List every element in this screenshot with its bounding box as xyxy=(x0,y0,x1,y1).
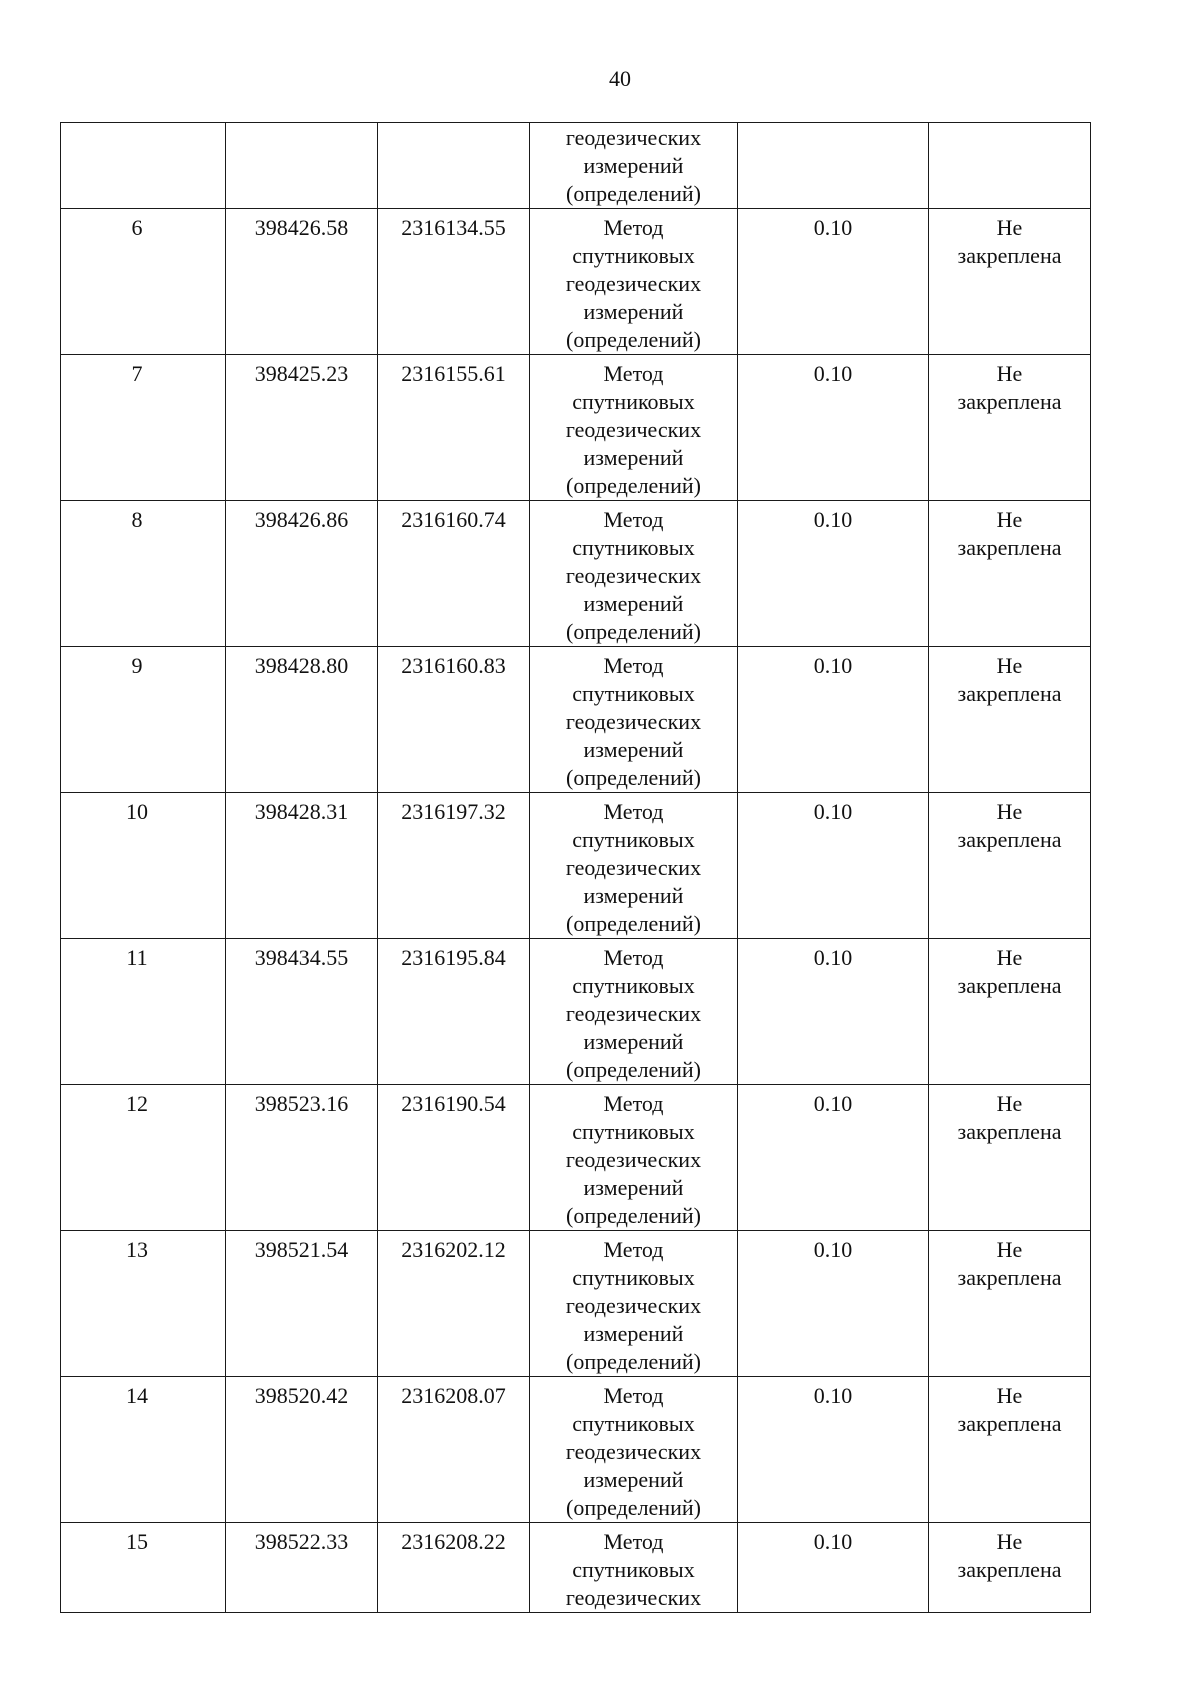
coordinates-table xyxy=(60,122,1091,1613)
fixing-line: Не xyxy=(996,361,1023,386)
fixing-line: закреплена xyxy=(957,243,1062,268)
accuracy-cell: 0.10 xyxy=(738,355,929,501)
y-coordinate-cell: 2316197.32 xyxy=(378,793,530,939)
fixing-line: Не xyxy=(996,653,1023,678)
method-line: (определений) xyxy=(566,473,701,498)
method-cell xyxy=(530,1231,738,1377)
method-line: спутниковых xyxy=(572,1119,695,1144)
point-number-cell: 15 xyxy=(61,1523,226,1613)
table-row xyxy=(61,647,1091,793)
method-line: (определений) xyxy=(566,911,701,936)
method-line: (определений) xyxy=(566,327,701,352)
fixing-line: закреплена xyxy=(957,535,1062,560)
fixing-line: Не xyxy=(996,215,1023,240)
method-line: спутниковых xyxy=(572,973,695,998)
method-line: спутниковых xyxy=(572,1265,695,1290)
accuracy-cell: 0.10 xyxy=(738,1085,929,1231)
fixing-line: Не xyxy=(996,507,1023,532)
fixing-line: Не xyxy=(996,1529,1023,1554)
point-number-cell: 9 xyxy=(61,647,226,793)
fixing-cell xyxy=(929,123,1091,209)
method-line: геодезических xyxy=(565,1585,702,1610)
y-coordinate-cell: 2316208.07 xyxy=(378,1377,530,1523)
method-line: геодезических xyxy=(565,271,702,296)
accuracy-cell: 0.10 xyxy=(738,501,929,647)
table-row xyxy=(61,501,1091,647)
accuracy-cell: 0.10 xyxy=(738,1523,929,1613)
fixing-line: Не xyxy=(996,945,1023,970)
method-line: измерений xyxy=(583,883,684,908)
method-line: (определений) xyxy=(566,1495,701,1520)
table-row xyxy=(61,1523,1091,1613)
method-line: спутниковых xyxy=(572,1411,695,1436)
fixing-line: закреплена xyxy=(957,973,1062,998)
fixing-cell xyxy=(929,1523,1091,1613)
fixing-line: Не xyxy=(996,1237,1023,1262)
method-line: геодезических xyxy=(565,125,702,150)
method-cell xyxy=(530,647,738,793)
method-cell xyxy=(530,209,738,355)
method-line: геодезических xyxy=(565,563,702,588)
fixing-line: закреплена xyxy=(957,681,1062,706)
method-line: Метод xyxy=(603,361,664,386)
method-line: (определений) xyxy=(566,1203,701,1228)
fixing-line: закреплена xyxy=(957,1119,1062,1144)
method-line: измерений xyxy=(583,1029,684,1054)
method-line: Метод xyxy=(603,1091,664,1116)
table-row-continuation xyxy=(61,123,1091,209)
method-line: геодезических xyxy=(565,855,702,880)
method-line: Метод xyxy=(603,215,664,240)
x-coordinate-cell: 398428.31 xyxy=(226,793,378,939)
method-cell xyxy=(530,1085,738,1231)
fixing-cell xyxy=(929,939,1091,1085)
point-number-cell: 12 xyxy=(61,1085,226,1231)
x-coordinate-cell: 398434.55 xyxy=(226,939,378,1085)
y-coordinate-cell: 2316160.83 xyxy=(378,647,530,793)
y-coordinate-cell: 2316202.12 xyxy=(378,1231,530,1377)
x-coordinate-cell xyxy=(226,123,378,209)
method-line: Метод xyxy=(603,1529,664,1554)
point-number-cell: 10 xyxy=(61,793,226,939)
y-coordinate-cell: 2316208.22 xyxy=(378,1523,530,1613)
point-number-cell: 13 xyxy=(61,1231,226,1377)
accuracy-cell: 0.10 xyxy=(738,209,929,355)
method-line: (определений) xyxy=(566,619,701,644)
point-number-cell: 8 xyxy=(61,501,226,647)
method-line: геодезических xyxy=(565,1001,702,1026)
method-line: Метод xyxy=(603,653,664,678)
accuracy-cell: 0.10 xyxy=(738,647,929,793)
method-line: измерений xyxy=(583,445,684,470)
table-row xyxy=(61,793,1091,939)
y-coordinate-cell: 2316160.74 xyxy=(378,501,530,647)
point-number-cell: 11 xyxy=(61,939,226,1085)
method-line: измерений xyxy=(583,299,684,324)
fixing-line: закреплена xyxy=(957,827,1062,852)
fixing-cell xyxy=(929,793,1091,939)
table-body xyxy=(61,123,1091,1613)
table-row xyxy=(61,1377,1091,1523)
fixing-cell xyxy=(929,647,1091,793)
method-line: геодезических xyxy=(565,1147,702,1172)
method-line: Метод xyxy=(603,1237,664,1262)
method-line: измерений xyxy=(583,1321,684,1346)
method-line: (определений) xyxy=(566,181,701,206)
method-line: спутниковых xyxy=(572,389,695,414)
method-line: геодезических xyxy=(565,1439,702,1464)
table-row xyxy=(61,939,1091,1085)
method-cell xyxy=(530,1523,738,1613)
fixing-line: Не xyxy=(996,1383,1023,1408)
fixing-cell xyxy=(929,501,1091,647)
y-coordinate-cell: 2316155.61 xyxy=(378,355,530,501)
fixing-line: закреплена xyxy=(957,389,1062,414)
fixing-line: закреплена xyxy=(957,1557,1062,1582)
method-line: измерений xyxy=(583,737,684,762)
method-line: спутниковых xyxy=(572,535,695,560)
x-coordinate-cell: 398428.80 xyxy=(226,647,378,793)
method-cell xyxy=(530,355,738,501)
method-line: геодезических xyxy=(565,417,702,442)
y-coordinate-cell: 2316190.54 xyxy=(378,1085,530,1231)
fixing-cell xyxy=(929,1231,1091,1377)
y-coordinate-cell: 2316134.55 xyxy=(378,209,530,355)
fixing-line: Не xyxy=(996,1091,1023,1116)
method-line: Метод xyxy=(603,945,664,970)
method-line: Метод xyxy=(603,507,664,532)
accuracy-cell xyxy=(738,123,929,209)
fixing-cell xyxy=(929,1085,1091,1231)
method-cell xyxy=(530,123,738,209)
method-line: измерений xyxy=(583,1175,684,1200)
x-coordinate-cell: 398522.33 xyxy=(226,1523,378,1613)
method-cell xyxy=(530,793,738,939)
point-number-cell xyxy=(61,123,226,209)
accuracy-cell: 0.10 xyxy=(738,939,929,1085)
method-line: геодезических xyxy=(565,1293,702,1318)
accuracy-cell: 0.10 xyxy=(738,793,929,939)
fixing-cell xyxy=(929,209,1091,355)
method-line: (определений) xyxy=(566,765,701,790)
x-coordinate-cell: 398523.16 xyxy=(226,1085,378,1231)
method-line: спутниковых xyxy=(572,1557,695,1582)
method-line: Метод xyxy=(603,799,664,824)
accuracy-cell: 0.10 xyxy=(738,1231,929,1377)
table-row xyxy=(61,1231,1091,1377)
method-line: геодезических xyxy=(565,709,702,734)
y-coordinate-cell: 2316195.84 xyxy=(378,939,530,1085)
accuracy-cell: 0.10 xyxy=(738,1377,929,1523)
method-line: Метод xyxy=(603,1383,664,1408)
x-coordinate-cell: 398425.23 xyxy=(226,355,378,501)
fixing-line: закреплена xyxy=(957,1411,1062,1436)
method-line: измерений xyxy=(583,1467,684,1492)
fixing-line: Не xyxy=(996,799,1023,824)
method-line: измерений xyxy=(583,591,684,616)
x-coordinate-cell: 398520.42 xyxy=(226,1377,378,1523)
point-number-cell: 6 xyxy=(61,209,226,355)
y-coordinate-cell xyxy=(378,123,530,209)
method-line: спутниковых xyxy=(572,681,695,706)
method-line: спутниковых xyxy=(572,243,695,268)
method-line: (определений) xyxy=(566,1349,701,1374)
method-line: измерений xyxy=(583,153,684,178)
table-row xyxy=(61,355,1091,501)
point-number-cell: 14 xyxy=(61,1377,226,1523)
fixing-cell xyxy=(929,355,1091,501)
x-coordinate-cell: 398426.58 xyxy=(226,209,378,355)
method-cell xyxy=(530,1377,738,1523)
x-coordinate-cell: 398426.86 xyxy=(226,501,378,647)
table-row xyxy=(61,1085,1091,1231)
method-cell xyxy=(530,939,738,1085)
method-line: (определений) xyxy=(566,1057,701,1082)
x-coordinate-cell: 398521.54 xyxy=(226,1231,378,1377)
table-row xyxy=(61,209,1091,355)
fixing-cell xyxy=(929,1377,1091,1523)
method-line: спутниковых xyxy=(572,827,695,852)
point-number-cell: 7 xyxy=(61,355,226,501)
page-number: 40 xyxy=(609,66,631,91)
method-cell xyxy=(530,501,738,647)
fixing-line: закреплена xyxy=(957,1265,1062,1290)
